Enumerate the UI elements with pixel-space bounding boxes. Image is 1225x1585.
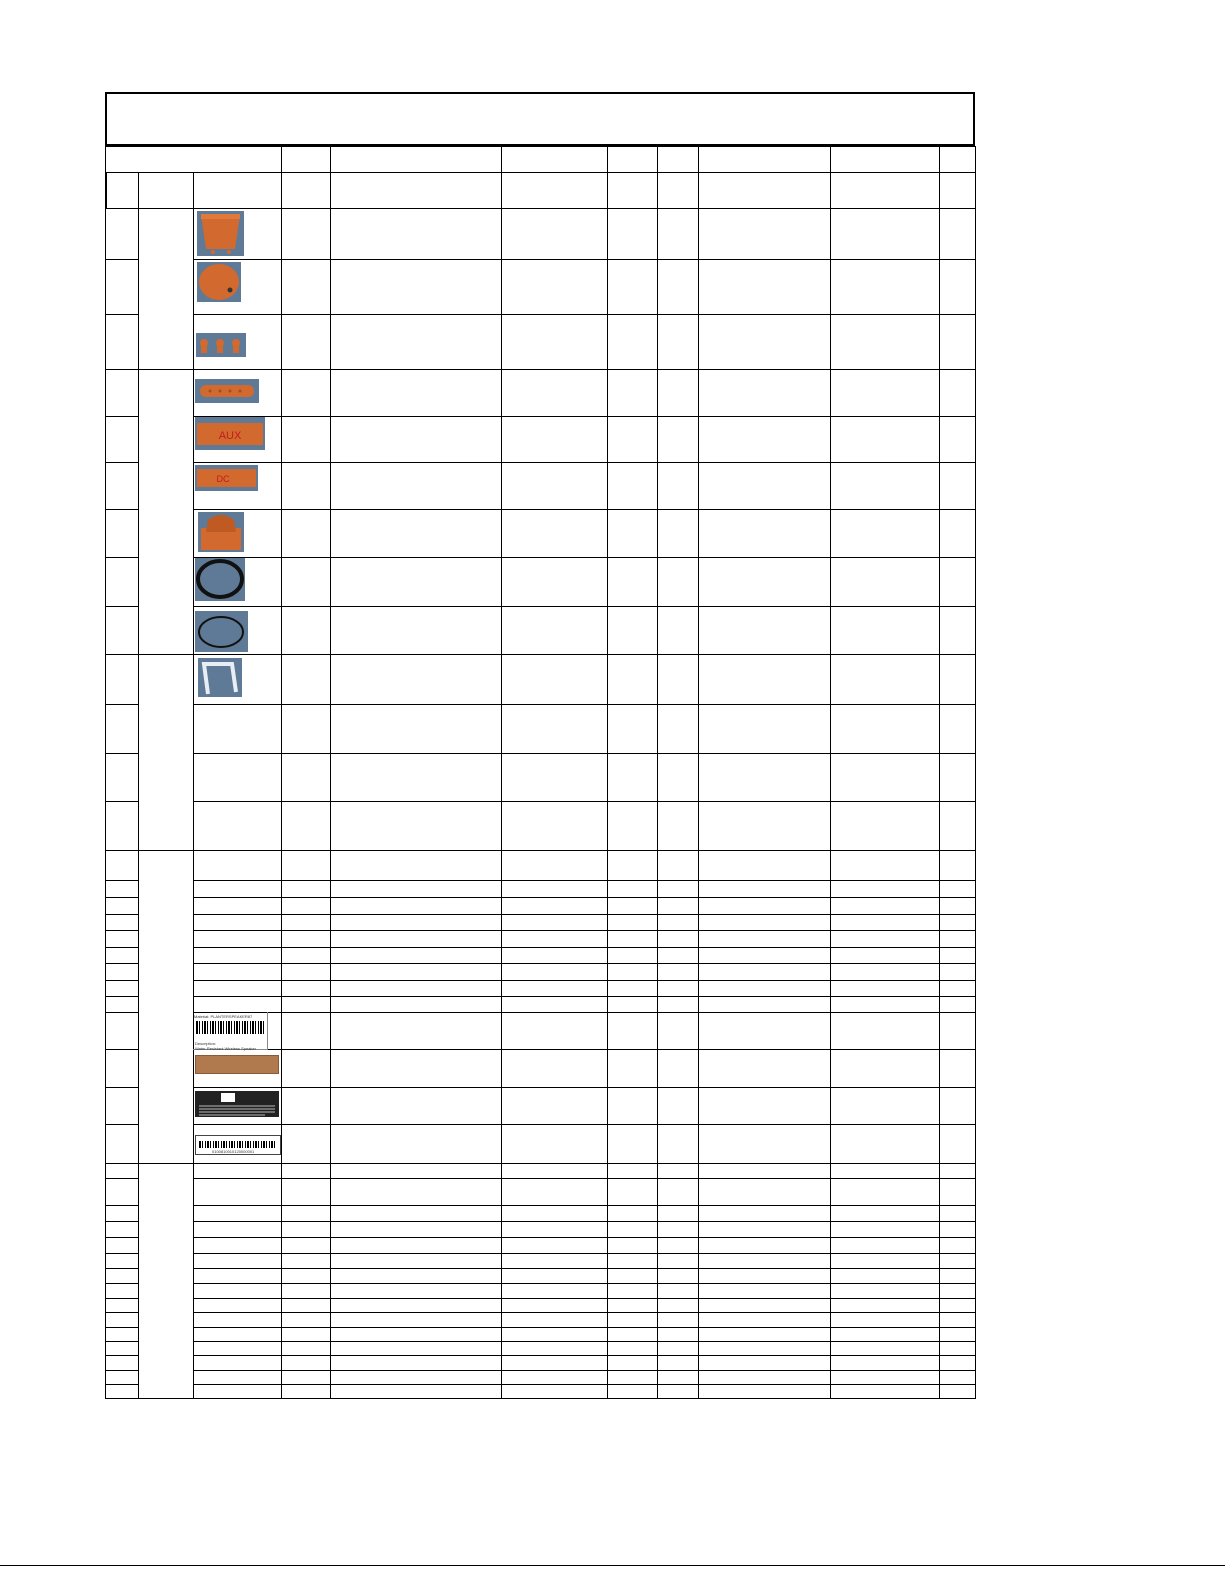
small-feet-icon [196,333,246,357]
column-rule [830,172,831,1398]
row-rule [105,1012,139,1013]
column-rule [330,172,331,1398]
row-rule [105,1283,139,1284]
column-rule [657,172,658,1398]
row-rule [105,259,139,260]
column-rule [698,146,699,172]
row-rule [193,1049,976,1050]
square-base-icon [198,512,244,552]
table-left-border [106,172,107,208]
row-rule [193,1283,976,1284]
pot-body-icon [197,211,244,256]
row-rule [193,930,976,931]
rating-plate-image [195,1055,279,1074]
dc-label-icon [195,465,258,491]
column-rule [607,146,608,172]
row-rule [105,462,139,463]
row-rule [105,654,976,655]
column-rule [138,172,139,1398]
row-rule [193,880,976,881]
column-rule [939,146,940,172]
row-rule [105,416,139,417]
row-rule [193,996,976,997]
row-rule [193,704,976,705]
row-rule [193,753,976,754]
row-rule [105,1298,139,1299]
row-rule [105,1268,139,1269]
row-rule [105,1163,976,1164]
row-rule [105,606,139,607]
row-rule [105,1205,139,1206]
row-rule [193,1012,976,1013]
row-rule [105,369,976,370]
row-rule [105,897,139,898]
row-rule [193,980,976,981]
row-rule [105,801,139,802]
row-rule [105,947,139,948]
row-rule [105,1237,139,1238]
column-rule [657,146,658,172]
column-rule [501,146,502,172]
row-rule [193,1355,976,1356]
row-rule [193,509,976,510]
row-rule [105,963,139,964]
row-rule [105,996,139,997]
row-rule [105,314,139,315]
row-rule [193,557,976,558]
row-rule [193,963,976,964]
row-rule [105,557,139,558]
row-rule [105,1341,139,1342]
description-label: Description: [195,1041,217,1046]
metal-bracket-icon [198,658,242,697]
column-rule [501,172,502,1398]
row-rule [193,1268,976,1269]
aux-label-icon [195,417,265,450]
page-footer-rule [0,1565,1225,1566]
row-rule [105,930,139,931]
row-rule [105,509,139,510]
row-rule [105,1124,139,1125]
description-value: Water-Resistant Wireless Speaker [195,1046,256,1051]
row-rule [193,1341,976,1342]
row-rule [193,1370,976,1371]
row-rule [193,1205,976,1206]
row-rule [193,1237,976,1238]
rubber-ring-thick-icon [195,558,245,601]
column-rule [193,172,194,1398]
row-rule [105,1384,139,1385]
compliance-label-image [195,1091,279,1117]
o-ring-thin-icon [195,611,248,652]
row-rule [193,1253,976,1254]
row-rule [105,880,139,881]
row-rule [105,753,139,754]
row-rule [193,314,976,315]
row-rule [193,1221,976,1222]
row-rule [105,704,139,705]
column-rule [281,146,282,172]
row-rule [105,850,976,851]
row-rule [193,801,976,802]
row-rule [193,416,976,417]
row-rule [193,914,976,915]
svg-text:DC: DC [216,474,230,484]
row-rule [105,1370,139,1371]
row-rule [193,947,976,948]
material-label: Material: PLANTERSPEAKER87 [194,1014,253,1019]
row-rule [105,1253,139,1254]
row-rule [105,1221,139,1222]
column-rule [330,146,331,172]
row-rule [193,897,976,898]
row-rule [193,1384,976,1385]
row-rule [193,1124,976,1125]
column-rule [830,146,831,172]
column-rule [698,172,699,1398]
product-barcode [199,1138,277,1148]
table-left-border [105,146,106,1398]
row-rule [193,259,976,260]
header-rule [105,172,976,173]
row-rule [105,1049,139,1050]
row-rule [193,1298,976,1299]
button-strip-icon [195,379,259,403]
table-right-border [975,146,976,1398]
row-rule [105,1327,139,1328]
title-box [105,92,975,146]
row-rule [105,1312,139,1313]
row-rule [105,1355,139,1356]
row-rule [105,208,976,209]
row-rule [193,1312,976,1313]
column-rule [281,172,282,1398]
row-rule [105,1398,976,1399]
barcode-number: 0100810010120000001 [212,1149,255,1154]
column-rule [607,172,608,1398]
row-rule [105,1087,139,1088]
row-rule [105,980,139,981]
row-rule [193,462,976,463]
row-rule [105,1178,139,1179]
svg-text:AUX: AUX [218,430,242,442]
row-rule [193,606,976,607]
column-rule [939,172,940,1398]
row-rule [105,914,139,915]
header-rule [105,146,976,147]
row-rule [193,1327,976,1328]
row-rule [193,1087,976,1088]
row-rule [193,1178,976,1179]
round-lid-icon [197,262,241,302]
